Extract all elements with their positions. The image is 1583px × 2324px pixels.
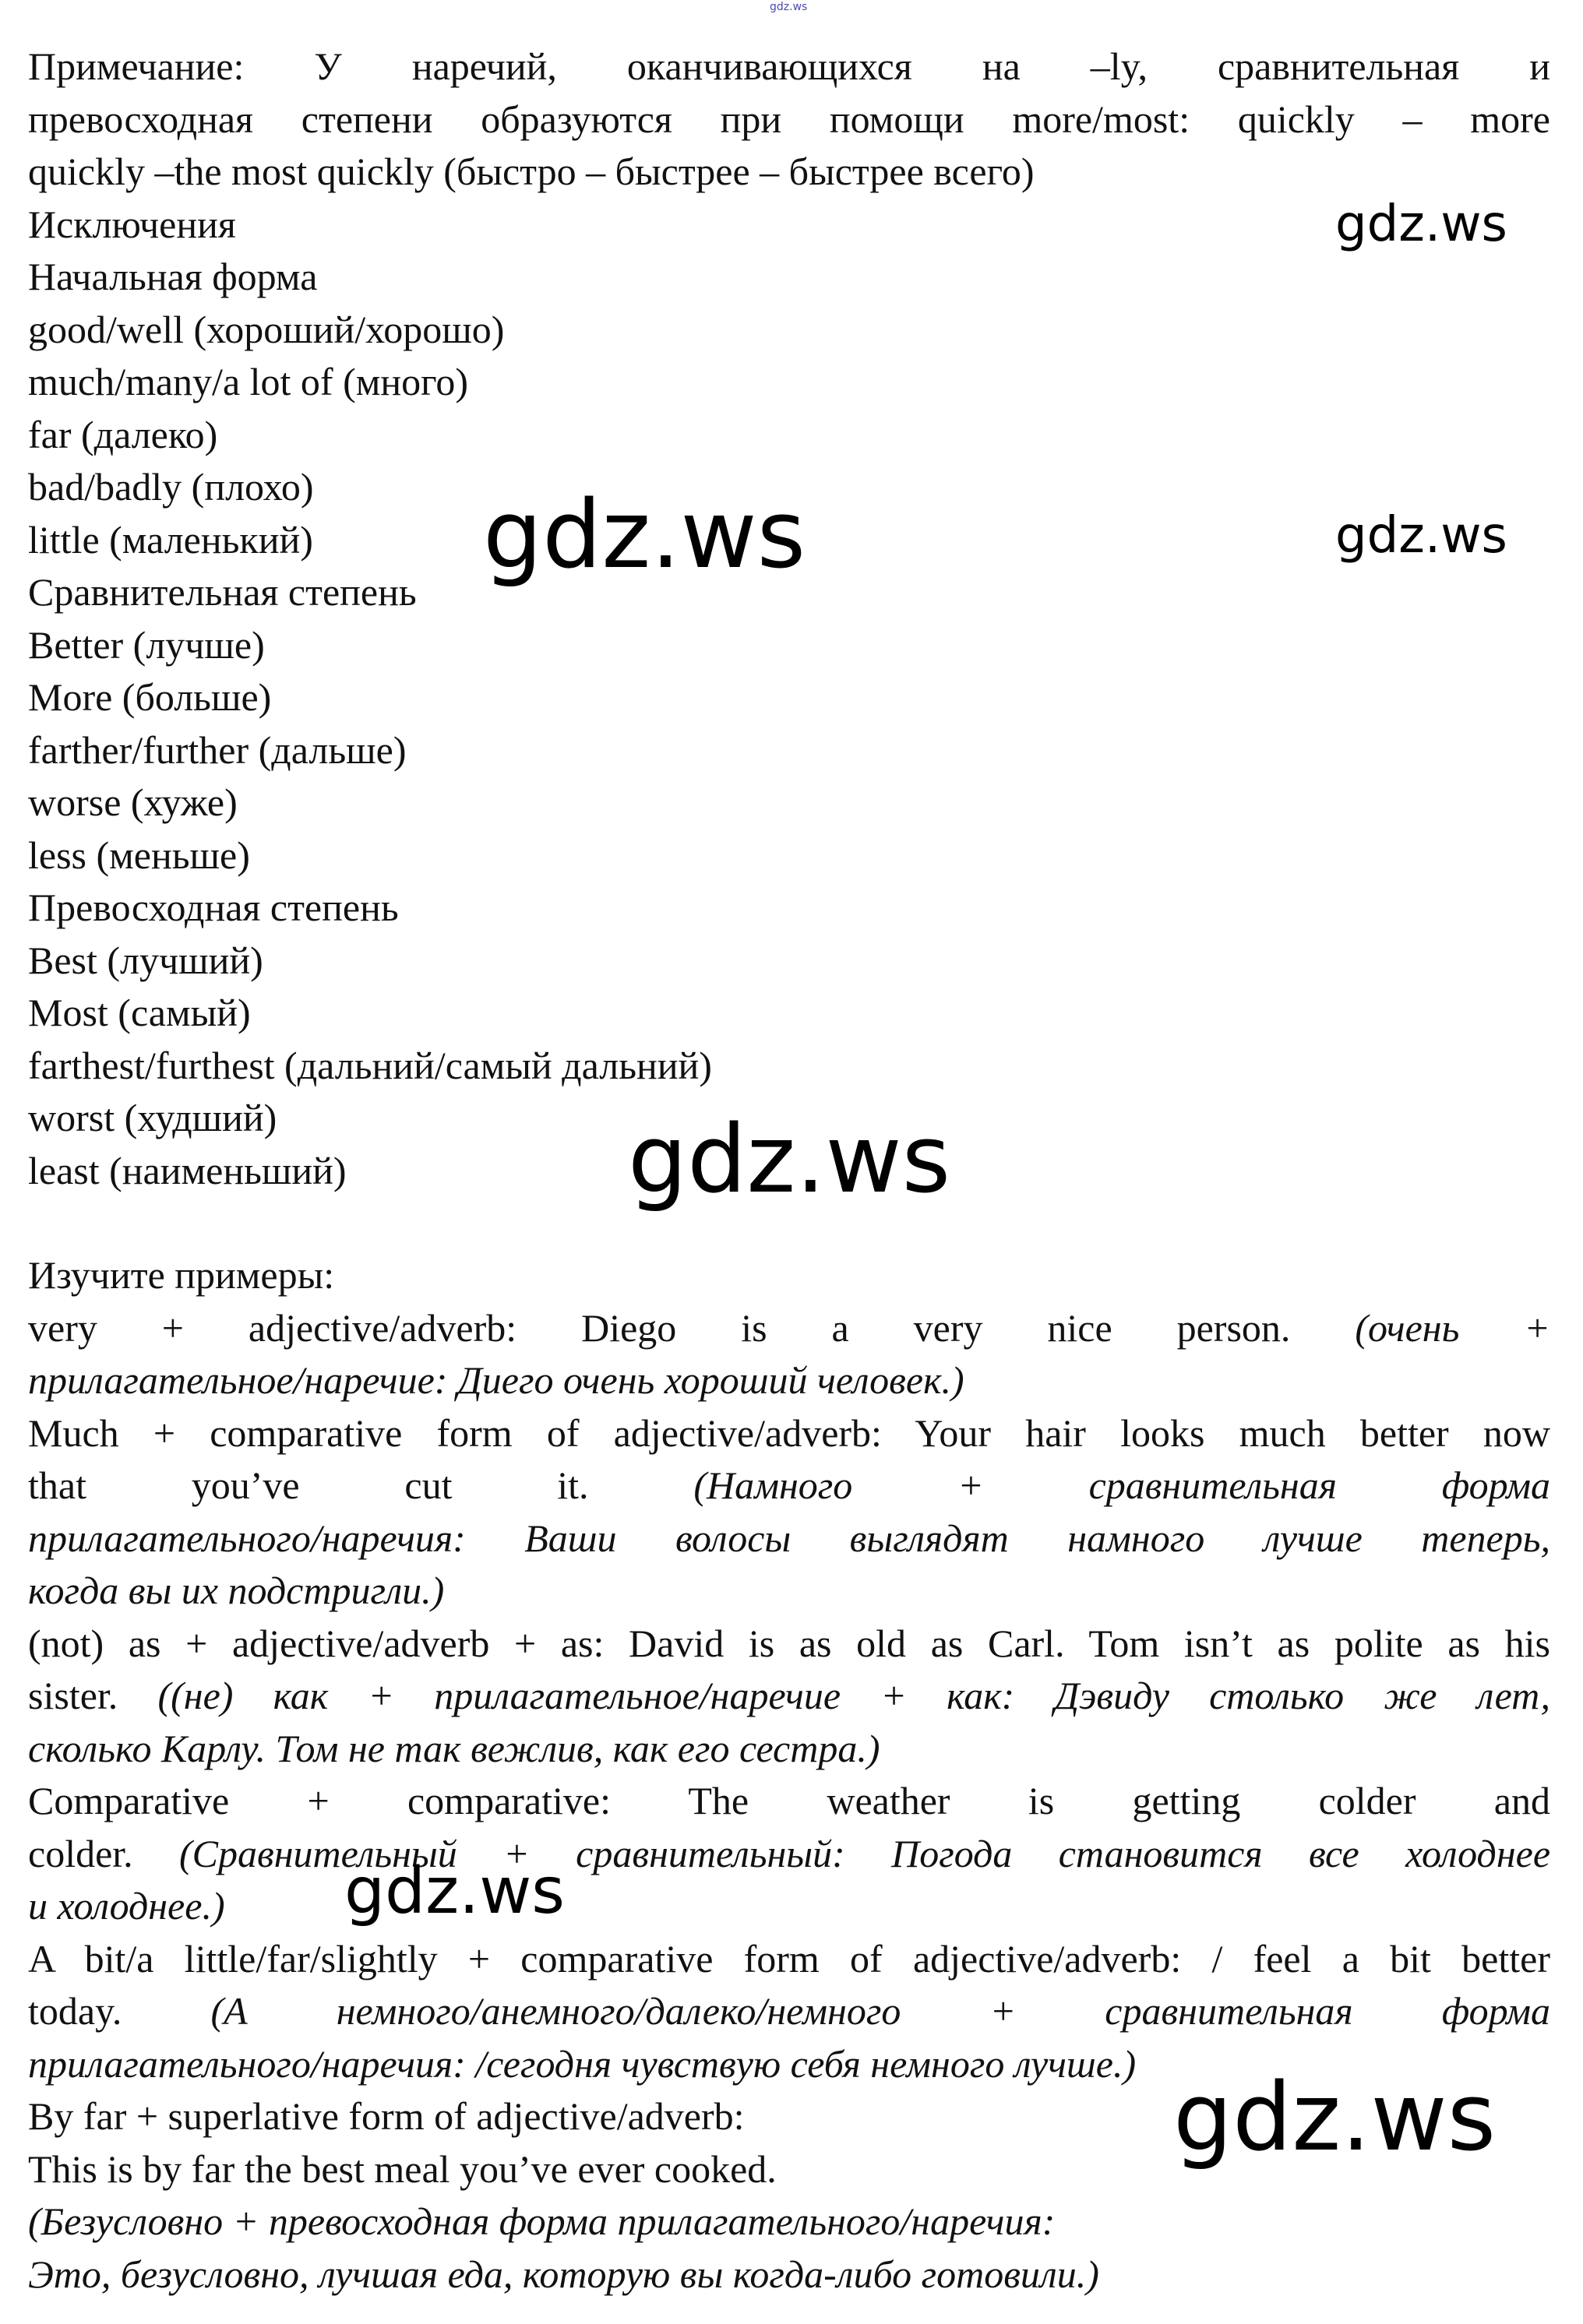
list-item: far (далеко)	[28, 412, 218, 456]
list-item: good/well (хороший/хорошо)	[28, 307, 505, 351]
list-item: worst (худший)	[28, 1096, 277, 1139]
note-line-2: превосходная степени образуются при помощи more/most: quickly – more	[28, 97, 1550, 141]
example-translation: (очень +	[1355, 1305, 1550, 1350]
example-5-line-2	[28, 1985, 1550, 2038]
example-5-line-3: прилагательного/наречия: /сегодня чувствую себя немного лучше.)	[28, 2041, 1137, 2086]
example-3-line-3: сколько Карлу. Том не так вежлив, как его сестра.)	[28, 1726, 880, 1770]
example-5-line-1: A bit/a little/far/slightly + comparative form of adjective/adverb: / feel a bit better	[28, 1936, 1550, 1981]
superlative-heading: Превосходная степень	[28, 886, 399, 929]
list-item: much/many/a lot of (много)	[28, 360, 469, 403]
list-item: bad/badly (плохо)	[28, 465, 314, 509]
examples-heading: Изучите примеры:	[28, 1253, 335, 1297]
example-4-line-3: и холоднее.)	[28, 1884, 225, 1928]
example-6-line-3: (Безусловно + превосходная форма прилагательного/наречия:	[28, 2199, 1056, 2243]
watermark: gdz.ws	[1173, 2064, 1497, 2172]
example-translation: (А немного/анемного/далеко/немного + сравнительная форма	[210, 1989, 1550, 2033]
list-item: Most (самый)	[28, 991, 251, 1034]
list-item: Best (лучший)	[28, 938, 263, 982]
note-line-3: quickly –the most quickly (быстро – быстрее – быстрее всего)	[28, 150, 1035, 193]
watermark: gdz.ws	[344, 1854, 565, 1928]
exceptions-heading: Исключения	[28, 202, 236, 246]
example-1-line-2: прилагательное/наречие: Диего очень хороший человек.)	[28, 1358, 964, 1402]
example-6-line-1: By far + superlative form of adjective/adverb:	[28, 2094, 745, 2138]
example-text: that you’ve cut it.	[28, 1463, 589, 1507]
list-item: farther/further (дальше)	[28, 727, 407, 772]
example-4-line-2	[28, 1828, 1550, 1881]
watermark: gdz.ws	[628, 1106, 951, 1214]
list-item: little (маленький)	[28, 517, 313, 562]
list-item: least (наименьший)	[28, 1148, 347, 1192]
watermark: gdz.ws	[1335, 507, 1507, 565]
example-text: today.	[28, 1989, 122, 2033]
example-text: sister.	[28, 1674, 118, 1717]
example-2-line-1: Much + comparative form of adjective/adverb: Your hair looks much better now	[28, 1410, 1550, 1455]
watermark: gdz.ws	[483, 481, 806, 590]
watermark: gdz.ws	[1335, 195, 1507, 253]
example-2-line-3: прилагательного/наречия: Ваши волосы выглядят намного лучше теперь,	[28, 1516, 1550, 1560]
example-1-line-1	[28, 1302, 1550, 1355]
example-3-line-2	[28, 1670, 1550, 1723]
example-text: very + adjective/adverb: Diego is a very nice person.	[28, 1305, 1291, 1350]
example-4-line-1: Comparative + comparative: The weather is getting colder and	[28, 1779, 1550, 1822]
list-item: More (больше)	[28, 675, 272, 719]
list-item: farthest/furthest (дальний/самый дальний)	[28, 1043, 712, 1087]
list-item: worse (хуже)	[28, 780, 238, 824]
note-line-1: Примечание: У наречий, оканчивающихся на –ly, сравнительная и	[28, 44, 1550, 88]
example-translation: (Сравнительный + сравнительный: Погода становится все холоднее	[179, 1831, 1551, 1875]
example-3-line-1: (not) as + adjective/adverb + as: David is as old as Carl. Tom isn’t as polite as his	[28, 1621, 1550, 1665]
example-6-line-2: This is by far the best meal you’ve ever cooked.	[28, 2146, 777, 2191]
example-translation: (Намного + сравнительная форма	[693, 1463, 1550, 1507]
example-6-line-4: Это, безусловно, лучшая еда, которую вы когда-либо готовили.)	[28, 2252, 1099, 2296]
list-item: Better (лучше)	[28, 622, 265, 667]
example-2-line-2	[28, 1460, 1550, 1512]
list-item: less (меньше)	[28, 833, 250, 877]
watermark-top: gdz.ws	[770, 1, 808, 13]
example-text: colder.	[28, 1831, 133, 1875]
comparative-heading: Сравнительная степень	[28, 570, 417, 614]
example-translation: ((не) как + прилагательное/наречие + как: Дэвиду столько же лет,	[157, 1674, 1551, 1717]
example-2-line-4: когда вы их подстригли.)	[28, 1569, 445, 1612]
base-form-heading: Начальная форма	[28, 255, 318, 298]
